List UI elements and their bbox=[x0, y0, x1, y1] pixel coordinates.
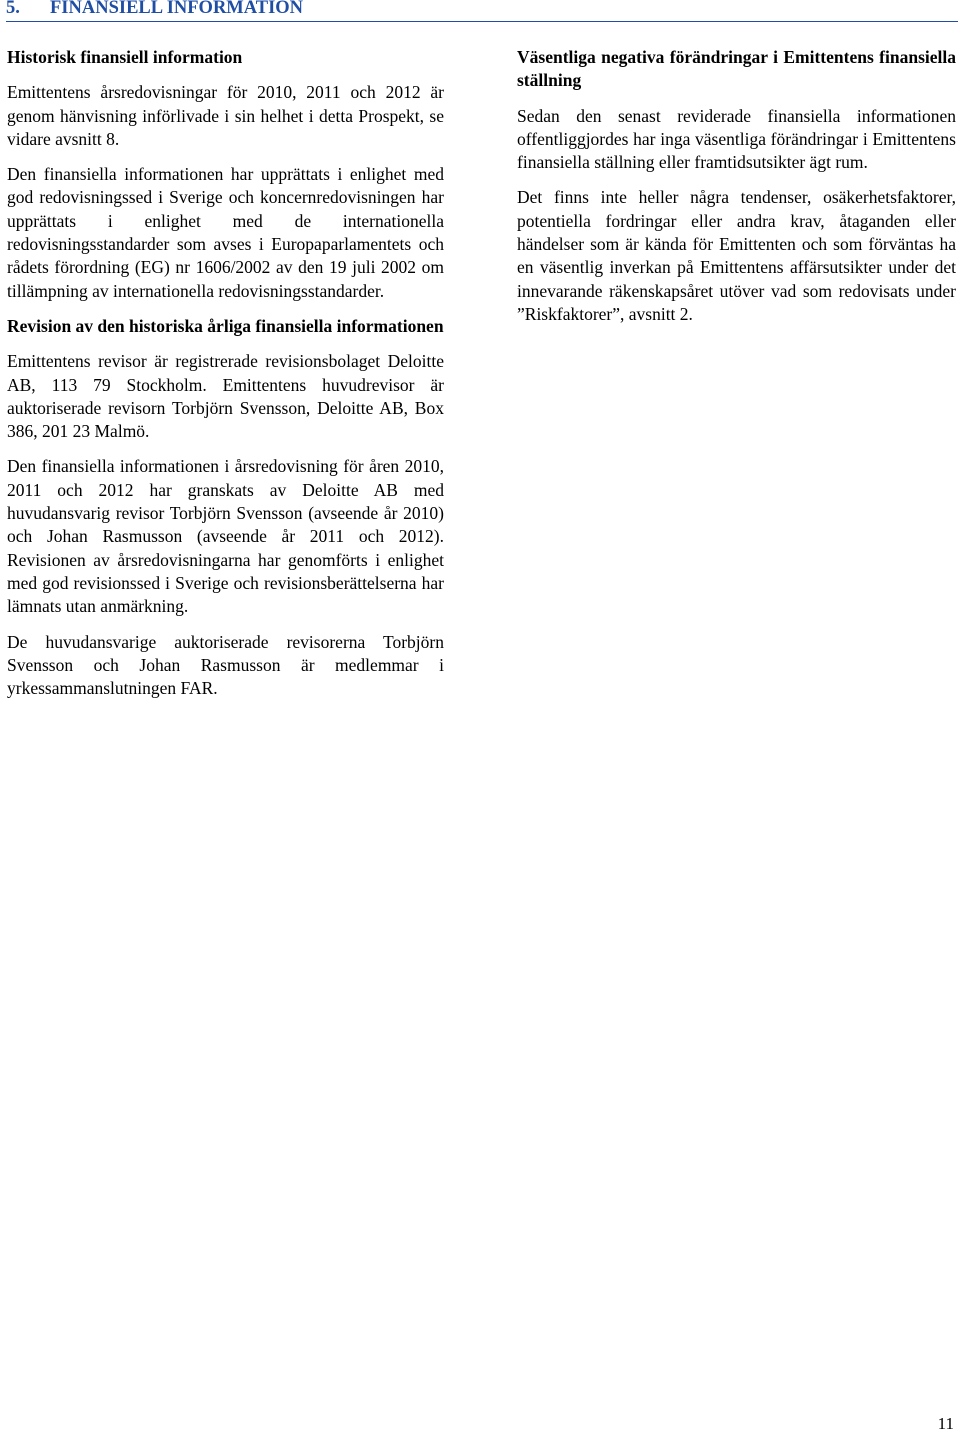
left-column bbox=[7, 46, 444, 712]
right-column bbox=[517, 46, 956, 338]
paragraph-no-changes: Sedan den senast reviderade finansiella informationen offentliggjordes har inga väsentliga förändringar i Emittentens finansiella ställning eller framtidsutsikter ägt rum. bbox=[517, 105, 956, 173]
section-number: 5. bbox=[6, 0, 20, 18]
heading-historical-financial-info: Historisk finansiell information bbox=[7, 47, 243, 67]
section-title: FINANSIELL INFORMATION bbox=[50, 0, 304, 18]
page-number: 11 bbox=[937, 1414, 954, 1433]
section-header bbox=[6, 0, 958, 22]
heading-audit: Revision av den historiska årliga finansiella informationen bbox=[7, 315, 444, 336]
paragraph-auditor: Emittentens revisor är registrerade revisionsbolaget Deloitte AB, 113 79 Stockholm. Emittentens huvudrevisor är auktoriserade revisorn Torbjörn Svensson, Deloitte AB, Box 386, 201 23 Malmö. bbox=[7, 351, 444, 442]
paragraph-audit-scope: Den finansiella informationen i årsredovisning för åren 2010, 2011 och 2012 har granskats av Deloitte AB med huvudansvarig revisor Torbjörn Svensson (avseende år 2010) och Johan Rasmusson (avseende år 2011 och 2012). Revisionen av årsredovisningarna har genomförts i enlighet med god revisionssed i Sverige och revisionsberättelserna har lämnats utan anmärkning. bbox=[7, 456, 444, 617]
paragraph-annual-reports: Emittentens årsredovisningar för 2010, 2011 och 2012 är genom hänvisning införlivade i sin helhet i detta Prospekt, se vidare avsnitt 8. bbox=[7, 82, 444, 149]
paragraph-far-membership: De huvudansvarige auktoriserade revisorerna Torbjörn Svensson och Johan Rasmusson är medlemmar i yrkessammanslutningen FAR. bbox=[7, 631, 444, 699]
paragraph-accounting-standards: Den finansiella informationen har upprättats i enlighet med god redovisningssed i Sverige och koncernredovisningen har upprättats i enlighet med de internationella redovisningsstandarder som avses i Europaparlamentets och rådets förordning (EG) nr 1606/2002 av den 19 juli 2002 om tillämpning av internationella redovisningsstandarder. bbox=[7, 164, 444, 301]
heading-material-adverse-changes: Väsentliga negativa förändringar i Emittentens finansiella ställning bbox=[517, 47, 956, 91]
paragraph-trends: Det finns inte heller några tendenser, osäkerhetsfaktorer, potentiella fordringar eller andra krav, åtaganden eller händelser som är kända för Emittenten och som förväntas ha en väsentlig inverkan på Emittentens affärsutsikter under det innevarande räkenskapsåret utöver vad som redovisats under ”Riskfaktorer”, avsnitt 2. bbox=[517, 187, 956, 324]
